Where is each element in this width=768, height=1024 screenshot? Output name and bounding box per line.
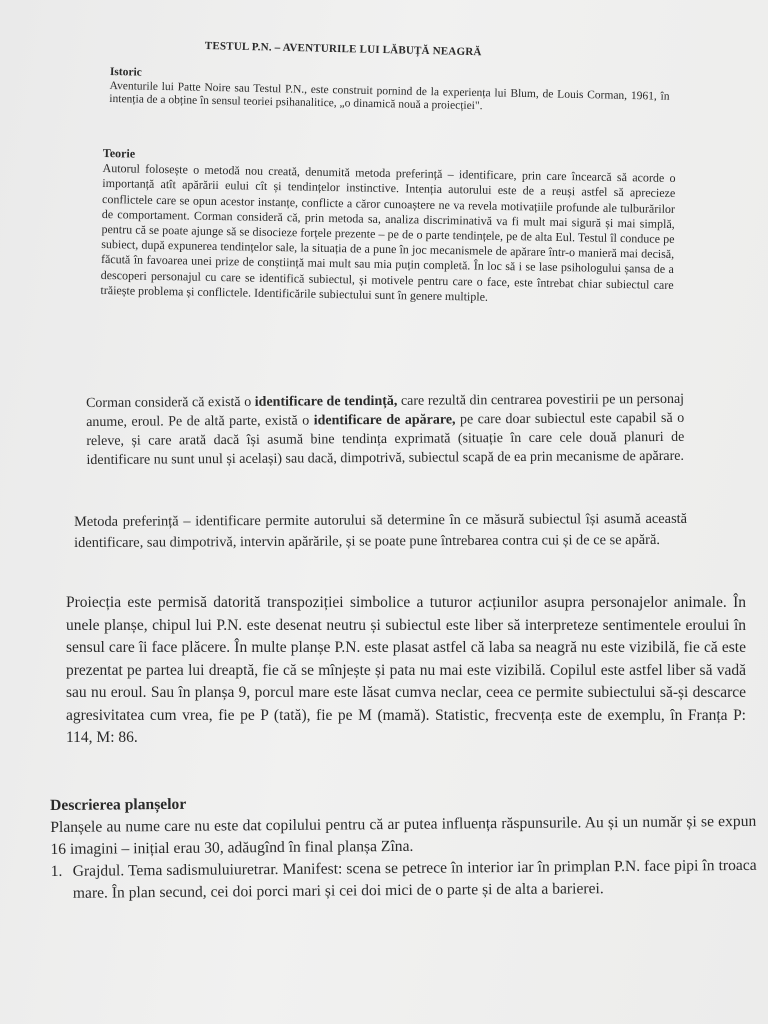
descriere-heading: Descrierea planșelor [50, 795, 187, 814]
descriere-intro: Planșele au nume care nu este dat copilului pentru că ar putea influența răspunsurile. Au și un număr și se expun 16 imagini – inițial erau 30, adăugînd în final planșa Zîna. [50, 812, 757, 858]
section-istoric [109, 66, 670, 117]
list-item [51, 855, 757, 905]
istoric-text: Aventurile lui Patte Noire sau Testul P.N., este construit pornind de la experiența lui Blum, de Louis Corman, 1961, în intenția de a obține în sensul teoriei psihanalitice, „o dinamică nouă a proiecției". [109, 79, 670, 113]
paragraph-proiectia-text: Proiecția este permisă datorită transpoziției simbolice a tuturor acțiunilor asupra personajelor animale. În unele planșe, chipul lui P.N. este desenat neutru și subiectul este liber să interpreteze sentimentele eroului în sensul care îi face plăcere. În multe planșe P.N. este plasat astfel că laba sa neagră nu este vizibilă, fie că este prezentat pe partea lui dreaptă, fie că se mînjește și pata nu mai este vizibilă. Copilul este astfel liber să vadă sau nu eroul. Sau în planșa 9, porcul mare este lăsat cumva neclar, ceea ce permite subiectului să-și descarce agresivitatea cum vrea, fie pe P (tată), fie pe M (mamă). Statistic, frecvența este de exemplu, în Franța P: 114, M: 86. [66, 594, 746, 746]
p1-part1: Corman consideră că există o [86, 394, 255, 411]
teorie-text: Autorul folosește o metodă nou creată, denumită metoda preferință – identificare, prin care încearcă să acorde o importanță atît apărării eului cît și tendințelor instinctive. Intenția autorului este de a reuși astfel să aprecieze conflictele care se opun acestor instanțe, conflicte a căror cunoaștere ne va revela motivațiile profunde ale tulburărilor de comportament. Corman consideră că, prin metoda sa, analiza discriminativă va fi mult mai sigură și mai simplă, pentru că se poate ajunge să se disocieze forțele prezente – pe de o parte tendințele, pe de alta Eul. Testul îl conduce pe subiect, după expunerea tendințelor sale, la situația de a pune în joc mecanismele de apărare într-o manieră mai decisă, făcută în favoarea unei prize de conștiință mai mult sau mia puțin completă. În loc să i se lase psihologului șansa de a descoperi personajul cu care se identifică subiectul, și motivele pentru care o face, este întrebat chiar subiectul care trăiește problema și conflictele. Identificările subiectului sunt în genere multiple. [100, 161, 676, 304]
p1-bold-tendinta: identificare de tendință, [254, 393, 398, 410]
p1-bold-aparare: identificare de apărare, [313, 412, 456, 429]
list-item-number: 1. [50, 862, 63, 880]
paragraph-proiectia [66, 592, 746, 750]
document-title: TESTUL P.N. – AVENTURILE LUI LĂBUȚĂ NEAGRĂ [204, 40, 482, 59]
paragraph-identificare-text [86, 390, 685, 470]
paragraph-metoda-text: Metoda preferință – identificare permite autorului să determine în ce măsură subiectul își asumă această identificare, sau dimpotrivă, intervin apărările, și se poate pune întrebarea contra cui și de ce se apără. [74, 510, 688, 551]
p1-part3: pe care doar subiectul este capabil să o releve, și care arată dacă își asumă bine tendința exprimată (situație în care cele două planuri de identificare nu sunt unul și același) sau dacă, dimpotrivă, subiectul scapă de ea prin mecanisme de apărare. [86, 410, 685, 468]
section-descriere [50, 789, 757, 905]
istoric-heading: Istoric [109, 66, 142, 79]
list-item-text: Grajdul. Tema sadismuluiuretrar. Manifest: scena se petrece în interior iar în primplan P.N. face pipi în troaca mare. În plan secund, cei doi porci mari și cei doi mici de o parte și de alta a barierei. [72, 856, 757, 902]
p1-part2: care rezultă din centrarea povestirii pe un personaj anume, eroul. Pe de altă parte, există o [86, 391, 685, 430]
paragraph-metoda [74, 509, 687, 554]
plansa-list [51, 855, 757, 905]
paragraph-identificare [86, 390, 685, 470]
section-teorie [100, 146, 676, 308]
teorie-heading: Teorie [102, 146, 136, 161]
